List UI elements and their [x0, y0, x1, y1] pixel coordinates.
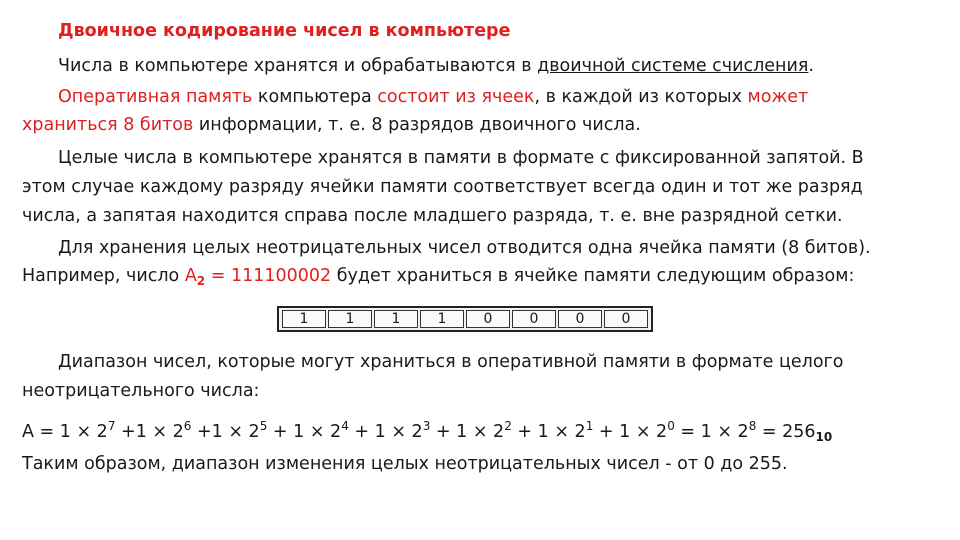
formula-exp: 2 — [504, 419, 512, 433]
range-formula — [22, 415, 832, 448]
paragraph-fixed-point-line2: этом случае каждому разряду ячейки памяти соответствует всегда один и тот же разряд — [22, 177, 863, 197]
bit-cell: 0 — [466, 310, 510, 328]
cells-term: состоит из ячеек — [377, 87, 535, 107]
p1-end: . — [808, 56, 814, 76]
bit-cell: 0 — [604, 310, 648, 328]
formula-term: + 1 × 2 — [267, 422, 342, 442]
number-value: = 111100002 — [205, 266, 332, 286]
bit-cell: 1 — [420, 310, 464, 328]
paragraph-range-line1: Диапазон чисел, которые могут храниться в оперативной памяти в формате целого — [58, 352, 844, 372]
paragraph-fixed-point-line1: Целые числа в компьютере хранятся в памяти в формате с фиксированной запятой. В — [58, 148, 864, 168]
paragraph-fixed-point-line3: числа, а запятая находится справа после младшего разряда, т. е. вне разрядной сетки. — [22, 206, 843, 226]
formula-term: = 1 × 2 — [674, 422, 749, 442]
formula-exp: 5 — [259, 419, 268, 433]
binary-system-link[interactable]: двоичной системе счисления — [537, 56, 809, 76]
example-number — [185, 266, 331, 286]
formula-exp: 3 — [422, 419, 431, 433]
example-text-2: будет храниться в ячейке памяти следующим образом: — [331, 266, 855, 286]
formula-term: + 1 × 2 — [593, 422, 668, 442]
formula-term: + 1 × 2 — [348, 422, 423, 442]
paragraph-storage-line2 — [22, 265, 854, 292]
formula-term: +1 × 2 — [115, 422, 184, 442]
page-title: Двоичное кодирование чисел в компьютере — [58, 21, 511, 41]
bit-cell: 1 — [374, 310, 418, 328]
number-var: A — [184, 266, 197, 286]
number-subscript: 2 — [196, 274, 206, 288]
bit-cell: 1 — [328, 310, 372, 328]
formula-exp: 7 — [107, 419, 116, 433]
memory-cell — [277, 306, 653, 332]
formula-exp: 0 — [667, 419, 675, 433]
formula-term: + 1 × 2 — [430, 422, 505, 442]
formula-base: 10 — [815, 430, 833, 444]
formula-term: + 1 × 2 — [511, 422, 586, 442]
formula-term: +1 × 2 — [191, 422, 260, 442]
bit-cell: 1 — [282, 310, 326, 328]
bits-term: храниться 8 битов — [22, 115, 194, 135]
paragraph-storage-line1: Для хранения целых неотрицательных чисел отводится одна ячейка памяти (8 битов). — [58, 238, 871, 258]
ram-term: Оперативная память — [58, 87, 253, 107]
formula-term: A = 1 × 2 — [22, 422, 108, 442]
paragraph-ram-line2 — [22, 114, 641, 136]
example-text: Например, число — [22, 266, 185, 286]
bit-cell: 0 — [558, 310, 602, 328]
may-term: может — [747, 87, 809, 107]
formula-exp: 8 — [748, 419, 757, 433]
formula-term: = 256 — [756, 422, 816, 442]
p2-text-3: информации, т. е. 8 разрядов двоичного числа. — [193, 115, 641, 135]
p1-text: Числа в компьютере хранятся и обрабатываются в — [58, 56, 538, 76]
formula-exp: 1 — [585, 419, 594, 433]
p2-text-2: , в каждой из которых — [534, 87, 748, 107]
bit-cell: 0 — [512, 310, 556, 328]
paragraph-ram-line1 — [58, 86, 808, 108]
paragraph-binary-storage — [58, 55, 814, 77]
p2-text: компьютера — [252, 87, 378, 107]
paragraph-range-line2: неотрицательного числа: — [22, 381, 260, 401]
conclusion: Таким образом, диапазон изменения целых неотрицательных чисел - от 0 до 255. — [22, 454, 788, 474]
formula-exp: 6 — [183, 419, 192, 433]
formula-exp: 4 — [341, 419, 349, 433]
